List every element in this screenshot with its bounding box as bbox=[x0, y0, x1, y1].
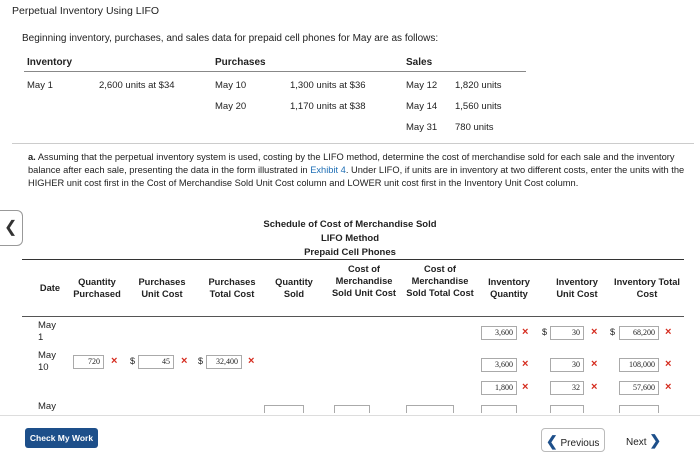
inv-unit-input[interactable]: 30 bbox=[550, 326, 584, 340]
inv-total-input[interactable] bbox=[619, 405, 659, 413]
inventory-desc: 2,600 units at $34 bbox=[99, 80, 175, 91]
currency-sign: $ bbox=[610, 327, 616, 337]
col-purch-unit-cost: Purchases Unit Cost bbox=[138, 277, 186, 299]
col-inv-unit: Inventory Unit Cost bbox=[556, 277, 598, 299]
header-rule bbox=[22, 316, 684, 317]
instructions-part1: Assuming that the perpetual inventory system is used, costing by the LIFO method, determine the cost of merchandise sold for each sale and the inventory balance after each sale, presenting the data in the form illustrated in bbox=[28, 152, 675, 175]
chevron-left-icon: ❮ bbox=[4, 219, 18, 236]
incorrect-icon: × bbox=[522, 381, 529, 393]
incorrect-icon: × bbox=[248, 355, 255, 367]
row-date: May bbox=[38, 401, 56, 412]
cms-unit-input[interactable] bbox=[334, 405, 370, 413]
incorrect-icon: × bbox=[665, 381, 672, 393]
sale-desc: 1,820 units bbox=[455, 80, 502, 91]
currency-sign: $ bbox=[542, 327, 548, 337]
sale-desc: 780 units bbox=[455, 122, 494, 133]
sale-date: May 14 bbox=[406, 101, 438, 112]
purchases-header: Purchases bbox=[215, 57, 266, 68]
col-date: Date bbox=[39, 283, 61, 293]
purchase-desc: 1,170 units at $38 bbox=[290, 101, 366, 112]
inv-total-input[interactable]: 68,200 bbox=[619, 326, 659, 340]
inv-qty-input[interactable]: 3,600 bbox=[481, 326, 517, 340]
purch-total-cost-input[interactable]: 32,400 bbox=[206, 355, 242, 369]
table-divider bbox=[24, 71, 526, 72]
col-inv-total: Inventory Total Cost bbox=[614, 277, 680, 299]
incorrect-icon: × bbox=[111, 355, 118, 367]
incorrect-icon: × bbox=[181, 355, 188, 367]
schedule-top-rule bbox=[22, 259, 684, 260]
purchase-date: May 20 bbox=[215, 101, 247, 112]
exhibit-link[interactable]: Exhibit 4 bbox=[310, 165, 346, 175]
sale-date: May 12 bbox=[406, 80, 438, 91]
col-qty-sold: Quantity Sold bbox=[275, 277, 313, 299]
col-cms-total: Cost of Merchandise Sold Total Cost bbox=[406, 264, 474, 298]
instructions-label: a. bbox=[28, 152, 36, 162]
incorrect-icon: × bbox=[591, 381, 598, 393]
chevron-left-icon: ❮ bbox=[546, 433, 558, 449]
footer-divider bbox=[0, 415, 700, 416]
chevron-right-icon: ❯ bbox=[649, 432, 662, 448]
inv-qty-input[interactable]: 1,800 bbox=[481, 381, 517, 395]
inventory-date: May 1 bbox=[27, 80, 53, 91]
col-cms-unit: Cost of Merchandise Sold Unit Cost bbox=[331, 264, 397, 298]
purchase-desc: 1,300 units at $36 bbox=[290, 80, 366, 91]
sale-date: May 31 bbox=[406, 122, 438, 133]
intro-text: Beginning inventory, purchases, and sales data for prepaid cell phones for May are as follows: bbox=[22, 33, 439, 44]
sales-header: Sales bbox=[406, 57, 433, 68]
section-divider bbox=[12, 143, 694, 144]
incorrect-icon: × bbox=[522, 326, 529, 338]
previous-button[interactable] bbox=[541, 428, 605, 452]
incorrect-icon: × bbox=[591, 358, 598, 370]
page-title: Perpetual Inventory Using LIFO bbox=[12, 5, 160, 17]
qty-sold-input[interactable] bbox=[264, 405, 304, 413]
check-my-work-button[interactable]: Check My Work bbox=[25, 428, 98, 448]
inv-qty-input[interactable]: 3,600 bbox=[481, 358, 517, 372]
incorrect-icon: × bbox=[591, 326, 598, 338]
instructions-part2: . Under LIFO, if units are in inventory at two different costs, enter the units with the HIGHER unit cost first in the Cost of Merchandise Sold Unit Cost column and LOWER unit cost first in the Inventory Unit Cost column. bbox=[28, 165, 685, 188]
col-inv-qty: Inventory Quantity bbox=[488, 277, 530, 299]
schedule-item: Prepaid Cell Phones bbox=[304, 247, 396, 258]
currency-sign: $ bbox=[130, 356, 136, 366]
incorrect-icon: × bbox=[522, 358, 529, 370]
col-purch-total-cost: Purchases Total Cost bbox=[208, 277, 256, 299]
cms-total-input[interactable] bbox=[406, 405, 454, 413]
inv-total-input[interactable]: 57,600 bbox=[619, 381, 659, 395]
schedule-method: LIFO Method bbox=[320, 233, 380, 244]
purch-unit-cost-input[interactable]: 45 bbox=[138, 355, 174, 369]
next-button[interactable] bbox=[626, 428, 670, 452]
schedule-title: Schedule of Cost of Merchandise Sold bbox=[263, 219, 437, 230]
incorrect-icon: × bbox=[665, 358, 672, 370]
next-label: Next bbox=[626, 437, 647, 448]
qty-purchased-input[interactable]: 720 bbox=[73, 355, 104, 369]
inv-unit-input[interactable] bbox=[550, 405, 584, 413]
inv-unit-input[interactable]: 32 bbox=[550, 381, 584, 395]
col-qty-purchased: Quantity Purchased bbox=[73, 277, 121, 299]
row-date: May 1 bbox=[38, 320, 56, 343]
instructions bbox=[28, 151, 688, 190]
incorrect-icon: × bbox=[665, 326, 672, 338]
previous-label: Previous bbox=[560, 438, 600, 449]
purchase-date: May 10 bbox=[215, 80, 247, 91]
inv-qty-input[interactable] bbox=[481, 405, 517, 413]
currency-sign: $ bbox=[198, 356, 204, 366]
inv-unit-input[interactable]: 30 bbox=[550, 358, 584, 372]
sale-desc: 1,560 units bbox=[455, 101, 502, 112]
inv-total-input[interactable]: 108,000 bbox=[619, 358, 659, 372]
inventory-header: Inventory bbox=[27, 57, 73, 68]
row-date: May 10 bbox=[38, 350, 56, 373]
